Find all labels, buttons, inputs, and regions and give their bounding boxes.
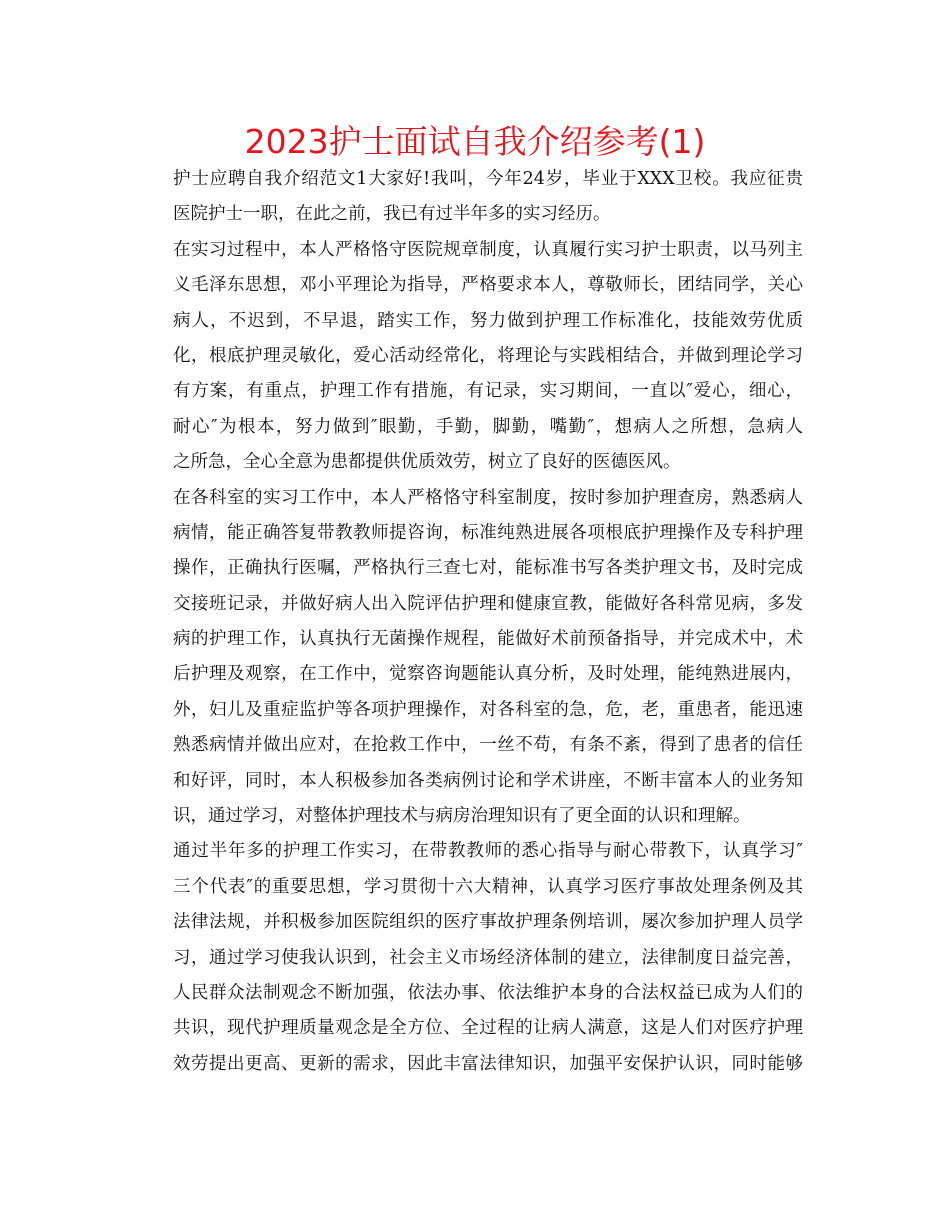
text-line: 护士应聘自我介绍范文1大家好!我叫，今年24岁，毕业于XXX卫校。我应征贵 [173,169,803,189]
text-line: 法律法规，并积极参加医院组织的医疗事故护理条例培训，屡次参加护理人员学 [173,912,803,933]
text-line: 耐心″为根本，努力做到″眼勤，手勤，脚勤，嘴勤″，想病人之所想，急病人 [173,416,803,437]
text-line: 操作，正确执行医嘱，严格执行三查七对，能标准书写各类护理文书，及时完成 [173,558,803,579]
text-line: 在各科室的实习工作中，本人严格恪守科室制度，按时参加护理查房，熟悉病人 [173,487,803,508]
text-line: 义毛泽东思想，邓小平理论为指导，严格要求本人，尊敬师长，团结同学，关心 [173,275,803,296]
text-line: 病情，能正确答复带教教师提咨询，标准纯熟进展各项根底护理操作及专科护理 [173,522,803,543]
text-line: 熟悉病情并做出应对，在抢救工作中，一丝不苟，有条不紊，得到了患者的信任 [173,735,803,756]
document-title: 2023护士面试自我介绍参考(1) [244,122,706,161]
text-line: 效劳提出更高、更新的需求，因此丰富法律知识，加强平安保护认识，同时能够 [173,1053,803,1074]
text-line: 后护理及观察，在工作中，觉察咨询题能认真分析，及时处理，能纯熟进展内， [173,664,803,685]
text-line: 有方案，有重点，护理工作有措施，有记录，实习期间，一直以″爱心，细心， [173,381,803,402]
document-body [173,162,803,1082]
text-line: 病的护理工作，认真执行无菌操作规程，能做好术前预备指导，并完成术中，术 [173,629,803,650]
text-line: 交接班记录，并做好病人出入院评估护理和健康宣教，能做好各科常见病，多发 [173,593,803,614]
text-line: 病人，不迟到，不早退，踏实工作，努力做到护理工作标准化，技能效劳优质 [173,310,803,331]
text-line: 和好评，同时，本人积极参加各类病例讨论和学术讲座，不断丰富本人的业务知 [173,770,803,791]
text-line: 识，通过学习，对整体护理技术与病房治理知识有了更全面的认识和理解。 [173,806,751,827]
text-line: 人民群众法制观念不断加强，依法办事、依法维护本身的合法权益已成为人们的 [173,982,803,1003]
text-line: 医院护士一职，在此之前，我已有过半年多的实习经历。 [173,204,611,225]
text-line: 习，通过学习使我认识到，社会主义市场经济体制的建立，法律制度日益完善， [173,947,803,968]
text-line: 之所急，全心全意为患都提供优质效劳，树立了良好的医德医风。 [173,452,681,473]
text-line: 共识，现代护理质量观念是全方位、全过程的让病人满意，这是人们对医疗护理 [173,1018,803,1039]
text-line: 在实习过程中，本人严格恪守医院规章制度，认真履行实习护士职责，以马列主 [173,239,803,260]
text-line: 外，妇儿及重症监护等各项护理操作，对各科室的急，危，老，重患者，能迅速 [173,699,803,720]
text-line: 通过半年多的护理工作实习，在带教教师的悉心指导与耐心带教下，认真学习″ [173,841,803,862]
text-line: 化，根底护理灵敏化，爱心活动经常化，将理论与实践相结合，并做到理论学习 [173,345,803,366]
text-line: 三个代表″的重要思想，学习贯彻十六大精神，认真学习医疗事故处理条例及其 [173,876,803,897]
